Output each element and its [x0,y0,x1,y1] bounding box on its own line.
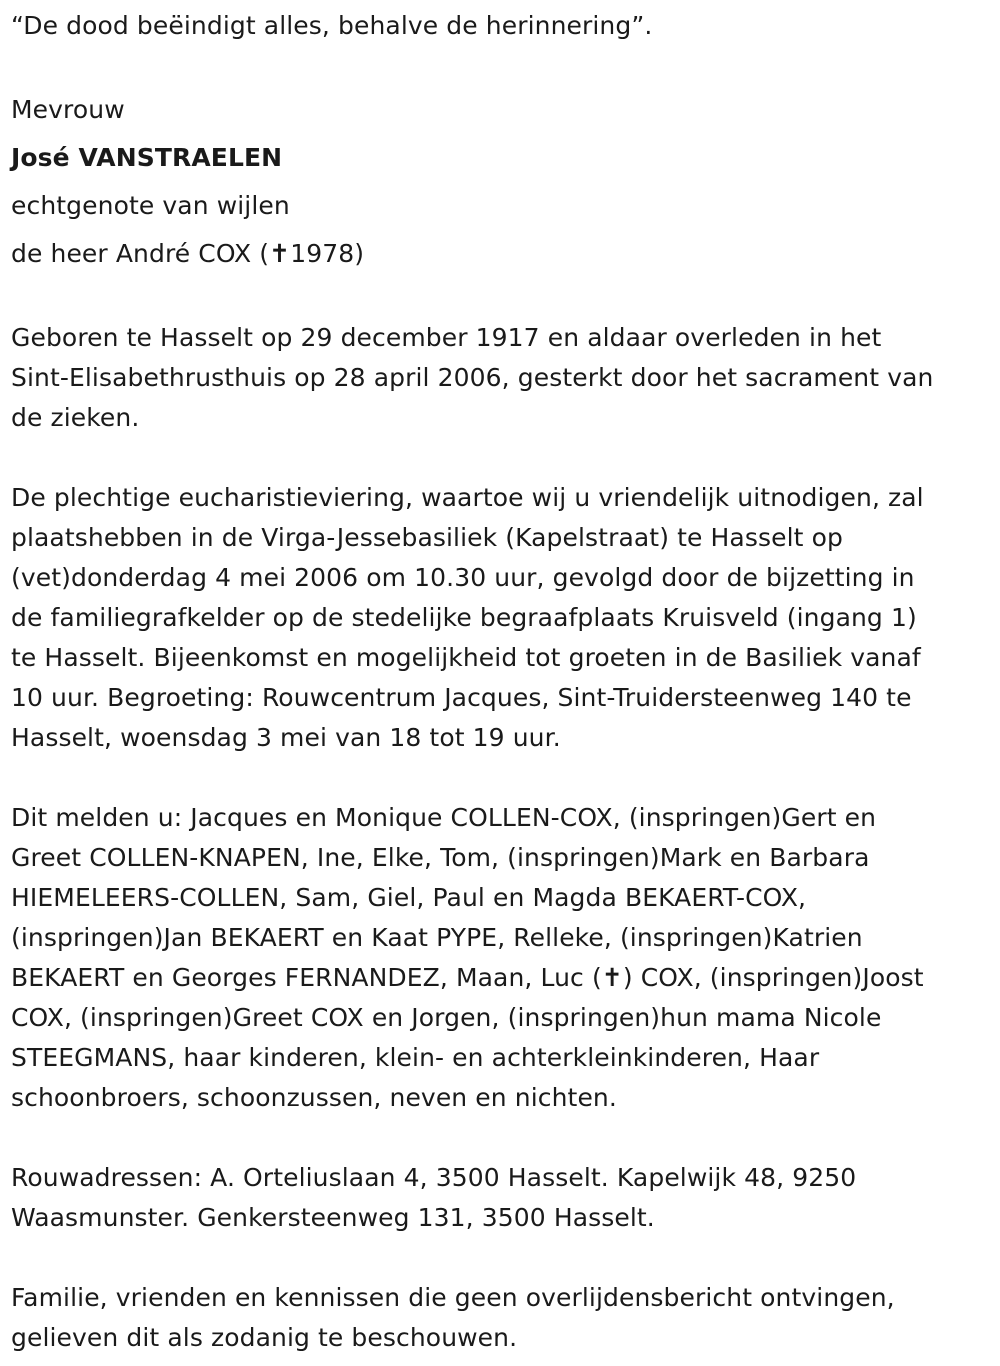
spouse: de heer André COX (✝1978) [11,239,365,268]
paragraph-line: De plechtige eucharistieviering, waartoe wij u vriendelijk uitnodigen, zal [11,483,924,512]
paragraph-line: Hasselt, woensdag 3 mei van 18 tot 19 uur. [11,723,561,752]
spacer [11,46,991,86]
paragraph-line: Waasmunster. Genkersteenweg 131, 3500 Hasselt. [11,1203,655,1232]
paragraph-line: Geboren te Hasselt op 29 december 1917 en aldaar overleden in het [11,323,882,352]
paragraph-line: de familiegrafkelder op de stedelijke begraafplaats Kruisveld (ingang 1) [11,603,917,632]
paragraph-line: (inspringen)Jan BEKAERT en Kaat PYPE, Relleke, (inspringen)Katrien [11,923,863,952]
paragraph-line: Familie, vrienden en kennissen die geen overlijdensbericht ontvingen, [11,1283,895,1312]
family-paragraph [11,798,991,1118]
paragraph-line: schoonbroers, schoonzussen, neven en nichten. [11,1083,617,1112]
paragraph-line: (vet)donderdag 4 mei 2006 om 10.30 uur, gevolgd door de bijzetting in [11,563,915,592]
paragraph-line: plaatshebben in de Virga-Jessebasiliek (Kapelstraat) te Hasselt op [11,523,843,552]
paragraph-line: Sint-Elisabethrusthuis op 28 april 2006, gesterkt door het sacrament van [11,363,934,392]
spacer [11,758,991,798]
paragraph-line: Dit melden u: Jacques en Monique COLLEN-COX, (inspringen)Gert en [11,803,877,832]
quote: “De dood beëindigt alles, behalve de herinnering”. [11,11,653,40]
relation: echtgenote van wijlen [11,191,290,220]
paragraph-line: COX, (inspringen)Greet COX en Jorgen, (inspringen)hun mama Nicole [11,1003,882,1032]
addresses-paragraph [11,1158,991,1238]
deceased-name: José VANSTRAELEN [11,143,283,172]
paragraph-line: HIEMELEERS-COLLEN, Sam, Giel, Paul en Magda BEKAERT-COX, [11,883,807,912]
spacer [11,1118,991,1158]
closing-paragraph [11,1278,991,1358]
paragraph-line: de zieken. [11,403,140,432]
ceremony-paragraph [11,478,991,758]
paragraph-line: gelieven dit als zodanig te beschouwen. [11,1323,518,1352]
spacer [11,278,991,318]
obituary-document [11,6,991,1358]
paragraph-line: STEEGMANS, haar kinderen, klein- en achterkleinkinderen, Haar [11,1043,820,1072]
paragraph-line: Rouwadressen: A. Orteliuslaan 4, 3500 Hasselt. Kapelwijk 48, 9250 [11,1163,857,1192]
birth-paragraph [11,318,991,438]
paragraph-line: te Hasselt. Bijeenkomst en mogelijkheid tot groeten in de Basiliek vanaf [11,643,921,672]
spacer [11,438,991,478]
spacer [11,1238,991,1278]
paragraph-line: Greet COLLEN-KNAPEN, Ine, Elke, Tom, (inspringen)Mark en Barbara [11,843,870,872]
salutation: Mevrouw [11,95,125,124]
paragraph-line: 10 uur. Begroeting: Rouwcentrum Jacques, Sint-Truidersteenweg 140 te [11,683,912,712]
paragraph-line: BEKAERT en Georges FERNANDEZ, Maan, Luc (✝) COX, (inspringen)Joost [11,963,924,992]
